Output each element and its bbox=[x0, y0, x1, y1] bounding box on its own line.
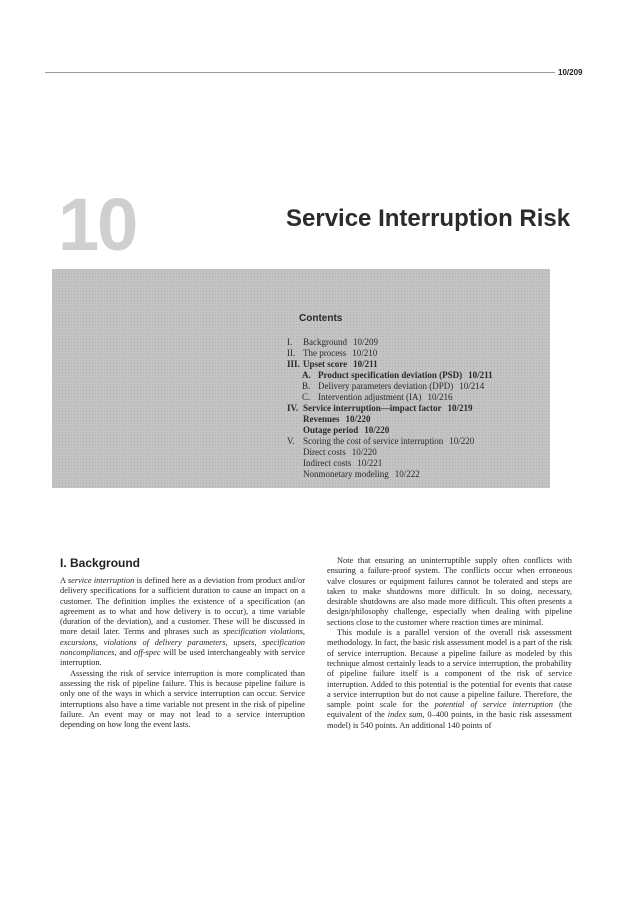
toc-item-indirect-costs[interactable]: Indirect costs 10/221 bbox=[303, 458, 383, 468]
right-column bbox=[327, 556, 572, 731]
page-number: 10/209 bbox=[558, 68, 583, 77]
paragraph: This module is a parallel version of the overall risk assessment methodology. In fact, the basic risk assessment model is a part of the risk of service interruption. Because a pipeline failure as modeled by this technique almost certainly leads to a service interruption, the probability of pipeline failure itself is a component of the risk of service interruption. Added to this potential is the potential for events that cause a service interruption but do not cause a pipeline failure. Therefore, the sample point scale for the potential of service interruption (the equivalent of the index sum, 0–400 points, in the basic risk assessment model) is 540 points. An additional 140 points of bbox=[327, 628, 572, 730]
header-rule bbox=[45, 72, 555, 73]
paragraph: Assessing the risk of service interruption is more complicated than assessing the risk of pipeline failure. This is because pipeline failure is only one of the ways in which a service interruption can occur. Service interruptions also have a time variable not present in the risk of pipeline failure. An event may or may not lead to a service interruption depending on how long the event lasts. bbox=[60, 668, 305, 730]
left-column bbox=[60, 576, 305, 730]
toc-item-nonmonetary-modeling[interactable]: Nonmonetary modeling 10/222 bbox=[303, 469, 420, 479]
toc-item-revenues[interactable]: Revenues 10/220 bbox=[303, 414, 371, 424]
chapter-number: 10 bbox=[58, 183, 137, 266]
toc-item-outage-period[interactable]: Outage period 10/220 bbox=[303, 425, 390, 435]
toc-item-impact-factor[interactable]: IV. Service interruption—impact factor 10/219 bbox=[287, 403, 473, 413]
toc-item-scoring-cost[interactable]: V. Scoring the cost of service interruption 10/220 bbox=[287, 436, 475, 446]
toc-item-psd[interactable]: A. Product specification deviation (PSD) 10/211 bbox=[302, 370, 493, 380]
toc-item-upset-score[interactable]: III. Upset score 10/211 bbox=[287, 359, 378, 369]
toc-item-background[interactable]: I. Background 10/209 bbox=[287, 337, 379, 347]
chapter-title: Service Interruption Risk bbox=[286, 205, 571, 232]
toc-item-direct-costs[interactable]: Direct costs 10/220 bbox=[303, 447, 377, 457]
toc-item-dpd[interactable]: B. Delivery parameters deviation (DPD) 10/214 bbox=[302, 381, 485, 391]
contents-heading: Contents bbox=[299, 313, 343, 324]
toc-item-process[interactable]: II. The process 10/210 bbox=[287, 348, 378, 358]
paragraph: A service interruption is defined here as a deviation from product and/or delivery specifications for a sufficient duration to cause an impact on a customer. The definition implies the existence of a specification (an agreement as to what and how delivery is to occur), a time variable (duration of the deviation), and a customer. These will be discussed in more detail later. Terms and phrases such as specification violations, excursions, violations of delivery parameters, upsets, specification noncompliances, and off-spec will be used interchangeably with service interruption. bbox=[60, 576, 305, 668]
section-heading: I. Background bbox=[60, 556, 141, 570]
toc-item-ia[interactable]: C. Intervention adjustment (IA) 10/216 bbox=[302, 392, 453, 402]
paragraph: Note that ensuring an uninterruptible supply often conflicts with ensuring a failure-proof system. The conflicts occur when erroneous valve closures or equipment failures cannot be tolerated and steps are taken to make shutdowns more difficult. In so doing, necessary, desirable shutdowns are also made more difficult. This often presents a design/philosophy challenge, especially when dealing with pipeline sections close to the customer where reaction times are minimal. bbox=[327, 556, 572, 627]
